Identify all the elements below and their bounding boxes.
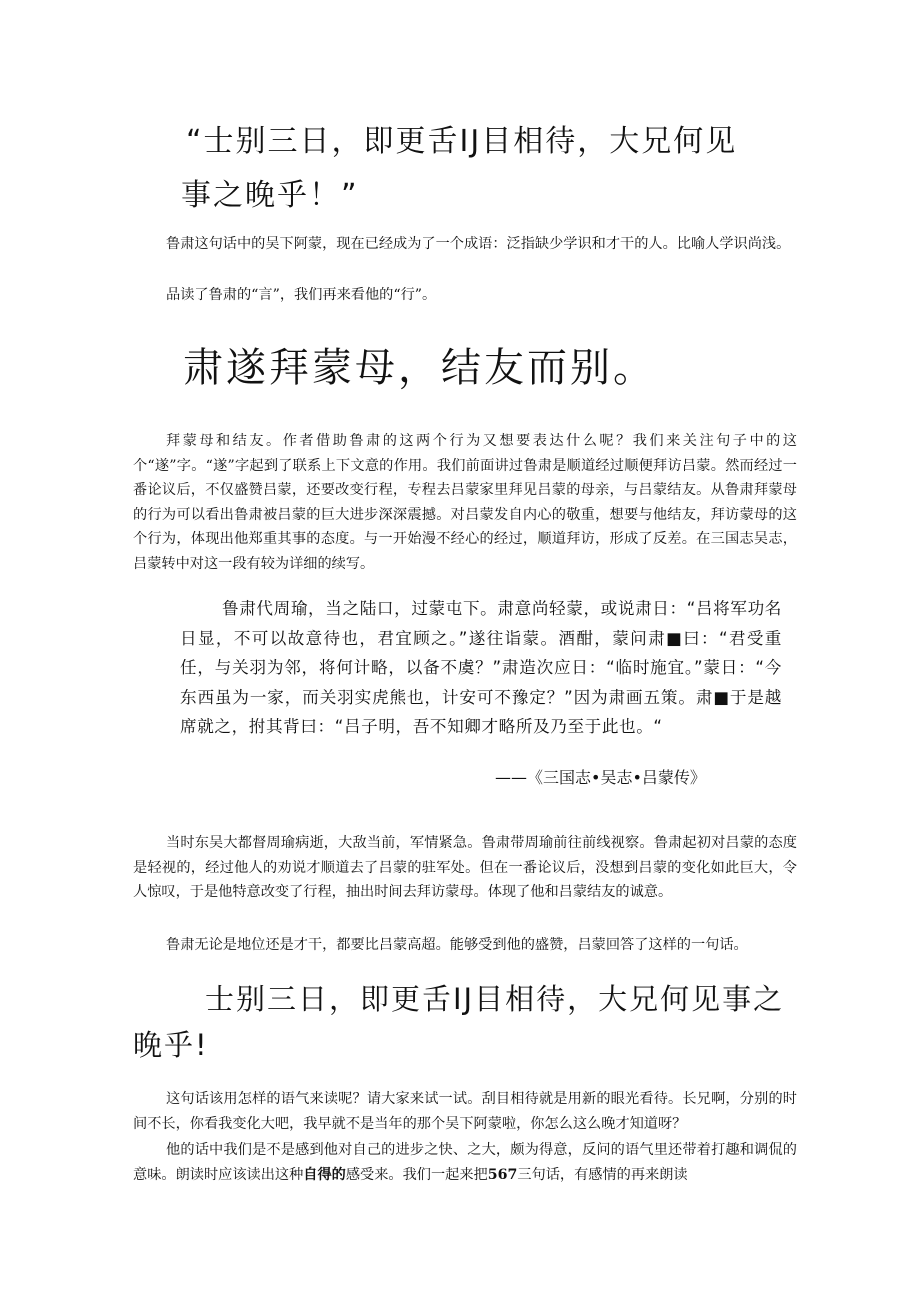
guide-bold-1: 自得的 [303, 1166, 346, 1183]
excerpt-text-c: 于是越席就之，拊其背曰：“吕子明，吾不知卿才略所及乃至于此也。“ [180, 687, 782, 736]
guide-text-after: 三句话，有感情的再来朗读 [517, 1166, 688, 1183]
paragraph-reading-tone: 这句话该用怎样的语气来读呢？请大家来试一试。刮目相待就是用新的眼光看待。长兄啊，分别的时间不长，你看我变化大吧，我早就不是当年的那个吴下阿蒙啦，你怎么这么晚才知道呀？ [133, 1091, 797, 1132]
paragraph-status: 鲁肃无论是地位还是才干，都要比吕蒙高超。能够受到他的盛赞，吕蒙回答了这样的一句话。 [166, 937, 748, 953]
excerpt-source: ——《三国志•吴志•吕蒙传》 [495, 768, 706, 787]
quote-lvmeng-reply: 士别三日，即更舌IJ目相待，大兄何见事之晚乎! [133, 982, 785, 1062]
paragraph-reading-guide [133, 1138, 797, 1187]
paragraph-context: 当时东吴大都督周瑜病逝，大敌当前，军情紧急。鲁肃带周瑜前往前线视察。鲁肃起初对吕蒙的态度是轻视的，经过他人的劝说才顺道去了吕蒙的驻军处。但在一番论议后，没想到吕蒙的变化如此巨大，令人惊叹，于是他特意改变了行程，抽出时间去拜访蒙母。体现了他和吕蒙结友的诚意。 [133, 835, 797, 900]
classical-excerpt [180, 594, 782, 742]
guide-text-middle: 感受来。我们一起来把 [345, 1166, 488, 1183]
quote-top-line2: 事之晚乎！” [181, 178, 359, 213]
headline-quote: 肃遂拜蒙母，结友而别。 [183, 345, 656, 391]
excerpt-text-a: 鲁肃代周瑜，当之陆口，过蒙屯下。肃意尚轻蒙，或说肃日：“吕将军功名日显，不可以故意待也，君宜顾之。”遂往诣蒙。酒酣，蒙问肃 [180, 599, 782, 648]
excerpt-text-b: 曰：“君受重任，与关羽为邻，将何计略，以备不虞？”肃造次应日：“临时施宜。”蒙日：“今东西虽为一家，而关羽实虎熊也，计安可不豫定？”因为肃画五策。肃 [180, 628, 782, 707]
guide-bold-2: 567 [487, 1166, 518, 1183]
guide-text-before: 他的话中我们是不是感到他对自己的进步之快、之大，颇为得意，反问的语气里还带着打趣和调侃的意味。朗读时应该读出这种 [133, 1142, 797, 1183]
quote-top-line1: “士别三日，即更舌IJ目相待，大兄何见 [186, 124, 738, 159]
redaction-mark: ■ [713, 687, 730, 707]
redaction-mark: ■ [666, 628, 684, 648]
paragraph-idiom-explanation: 鲁肃这句话中的吴下阿蒙，现在已经成为了一个成语：泛指缺少学识和才干的人。比喻人学识尚浅。 [166, 236, 791, 252]
paragraph-analysis: 拜蒙母和结友。作者借助鲁肃的这两个行为又想要表达什么呢？我们来关注句子中的这个“遂”字。“遂”字起到了联系上下文意的作用。我们前面讲过鲁肃是顺道经过顺便拜访吕蒙。然而经过一番论议后，不仅盛赞吕蒙，还要改变行程，专程去吕蒙家里拜见吕蒙的母亲，与吕蒙结友。从鲁肃拜蒙母的行为可以看出鲁肃被吕蒙的巨大进步深深震撼。对吕蒙发自内心的敬重，想要与他结友，拜访蒙母的这个行为，体现出他郑重其事的态度。与一开始漫不经心的经过，顺道拜访，形成了反差。在三国志吴志，吕蒙转中对这一段有较为详细的续写。 [133, 433, 797, 572]
paragraph-transition: 品读了鲁肃的“言”，我们再来看他的“行”。 [166, 287, 437, 303]
